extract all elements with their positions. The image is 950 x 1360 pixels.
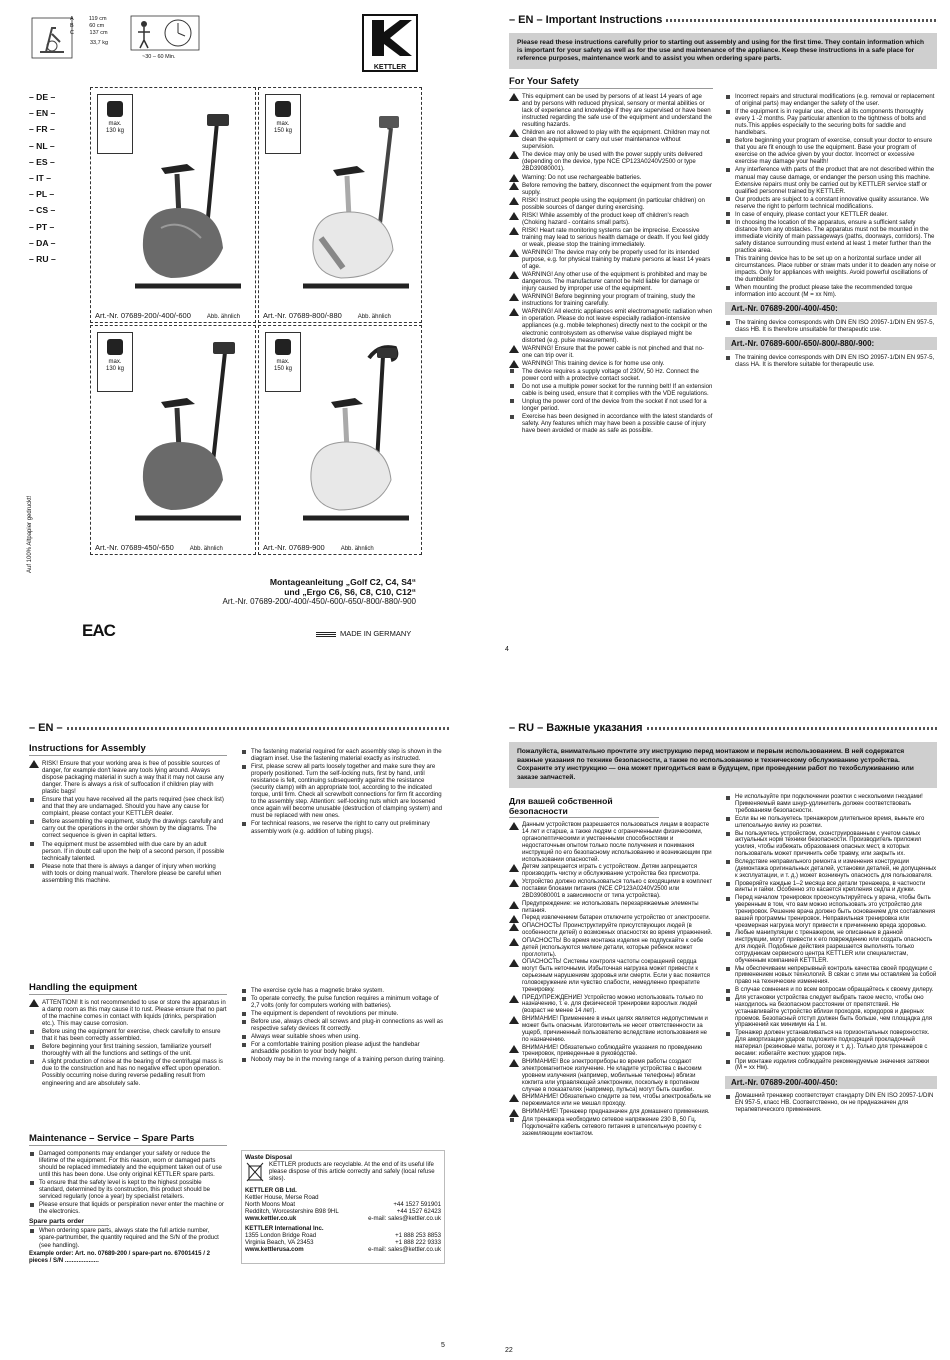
article-number: Art.-Nr. 07689-200/-400/-600 xyxy=(95,311,191,320)
dim-a-label: A xyxy=(70,16,74,22)
exercise-bike-image xyxy=(299,338,419,528)
dimension-diagram xyxy=(30,14,200,62)
bullet-item: For a comfortable training position please adjust the handlebar andsaddle position to your body height. xyxy=(241,1041,445,1055)
article-heading: Art.-Nr. 07689-200/-400/-450: xyxy=(725,302,937,315)
gb-website[interactable]: www.kettler.co.uk xyxy=(245,1215,297,1223)
assembly-time-icon xyxy=(130,14,200,54)
max-load-box: max. 150 kg xyxy=(265,94,301,154)
weight-value: 33,7 kg xyxy=(90,40,109,46)
bullet-item: Unplug the power cord of the device from the socket if not used for a longer period. xyxy=(509,398,713,412)
bullet-item: Please ensure that liquids or perspiration never enter the machine or the electronics. xyxy=(29,1201,227,1215)
intro-box: Please read these instructions carefully prior to starting out assembly and using for the first time. They contain information which is important for your safety as well as for the use and maintenance of the appliance. Keep these instructions in a safe place for reference purposes, maintenance work and to assist you when ordering spare parts. xyxy=(509,33,937,69)
assembly-time: ~30 – 60 Min. xyxy=(142,54,176,60)
bullet-item: The exercise cycle has a magnetic brake system. xyxy=(241,987,445,994)
bullet-item: First, please screw all parts loosely together and make sure they are properly positioned. Turn the self-locking nuts, first by hand, until resistance is felt, continuing subsequently against the resistance (security clamp) with an appropriate tool, according to the indicated torque, until firm. Check all screw/bolt connections for firm fit according to the assembly step. Attention: self-locking nuts which are loosened once again will become unusable (destruction of clamping system) and must be replaced with new ones. xyxy=(241,763,445,819)
us-phone: +1 888 253 8853 xyxy=(395,1232,441,1240)
class-note: The training device corresponds with DIN EN ISO 20957-1/DIN EN 957-5, class HA. It is therefore suitable for therapeutic use. xyxy=(725,354,937,368)
bike-dimension-icon xyxy=(30,14,74,62)
max-load-box: max. 130 kg xyxy=(97,332,133,392)
lang-en: – EN – xyxy=(29,108,56,119)
warning-item: ОПАСНОСТЬ! Проинструктируйте присутствующих людей (в особенности детей) о возможных опасностях во время упражнений. xyxy=(509,923,713,937)
gb-address-2: North Moons Moat xyxy=(245,1201,296,1209)
brand-name: KETTLER xyxy=(373,64,407,71)
bullet-item: If the equipment is in regular use, check all its components thoroughly every 1 -2 months. Pay particular attention to the tightness of bolts and nuts.This applies especially to the securing bolts for saddle and handlebars. xyxy=(725,108,937,136)
article-heading: Art.-Nr. 07689-600/-650/-800/-880/-900: xyxy=(725,337,937,350)
assembly-list-left xyxy=(29,760,227,982)
handling-list-left xyxy=(29,999,227,1125)
safety-list-right xyxy=(725,93,937,298)
article-heading: Art.-Nr. 07689-200/-400/-450: xyxy=(725,1076,937,1089)
waste-heading: Waste Disposal xyxy=(245,1154,292,1161)
page-number: 4 xyxy=(505,646,509,653)
page-4 xyxy=(505,14,937,664)
warning-item: WARNING! Ensure that the power cable is not pinched and that no-one can trip over it. xyxy=(509,345,713,359)
warning-item: Предупреждение: не использовать перезаряжаемые элементы питания. xyxy=(509,901,713,915)
bullet-item: The equipment must be assembled with due care by an adult person. If in doubt call upon the help of a second person, if possible technically talented. xyxy=(29,841,227,862)
max-load-box: max. 150 kg xyxy=(265,332,301,392)
us-company: KETTLER International Inc. xyxy=(245,1225,324,1233)
bullet-item: Any interference with parts of the product that are not described within the manual may cause damage, or endanger the person using this machine. Extensive repairs must only be carried out by KETTLER service staff or qualified personnel trained by KETTLER. xyxy=(725,166,937,194)
made-in-text: MADE IN GERMANY xyxy=(340,629,412,638)
gb-email-label: e-mail: xyxy=(368,1215,387,1223)
exercise-bike-image xyxy=(299,108,419,298)
page-title: – RU – Важные указания xyxy=(509,722,937,734)
warning-item: WARNING! This training device is for home use only. xyxy=(509,360,713,367)
warning-item: Children are not allowed to play with the equipment. Children may not clean the equipment or carry out user maintenance without supervision. xyxy=(509,129,713,150)
page-title: – EN – Important Instructions xyxy=(509,14,937,26)
exercise-bike-image xyxy=(131,338,251,528)
bullet-item: Ensure that you have received all the parts required (see check list) and that they are undamaged. Should you have any cause for complaint, please contact your KETTLER dealer. xyxy=(29,796,227,817)
safety-list-right xyxy=(725,794,937,1072)
bullet-item: This training device has to be set up on a horizontal surface under all circumstances. Place rubber or straw mats under it to deaden any noise or impacts. Only for appliances with weights. Avoid powerful oscillations of the dumbbells! xyxy=(725,255,937,283)
bullet-item: Damaged components may endanger your safety or reduce the lifetime of the equipment. For this reason, worn or damaged parts should be replaced immediately and the equipment taken out of use until this has been done. Use only original KETTLER spare parts. xyxy=(29,1150,227,1178)
warning-item: WARNING! The device may only be properly used for its intended purpose, e.g. for physical training by mature persons at least 14 years of age. xyxy=(509,249,713,270)
lang-es: – ES – xyxy=(29,156,55,167)
dim-b-label: B xyxy=(70,23,74,29)
section-heading: Maintenance – Service – Spare Parts xyxy=(29,1133,227,1146)
bullet-item: The equipment is dependent of revolutions per minute. xyxy=(241,1010,445,1017)
warning-item: WARNING! Any other use of the equipment is prohibited and may be dangerous. The manufacturer cannot be held liable for damage or injury caused by improper use of the equipment. xyxy=(509,271,713,292)
warning-item: ВНИМАНИЕ! Обязательно следите за тем, чтобы электрокабель не пережимался или не мешал проходу. xyxy=(509,1094,713,1108)
warning-item: RISK! Instruct people using the equipment (in particular children) on possible sources of danger during exercising. xyxy=(509,197,713,211)
lang-da: – DA – xyxy=(29,237,56,248)
section-heading: Для вашей собственной безопасности xyxy=(509,796,659,818)
bullet-item: Если вы не пользуетесь тренажером длительное время, выньте его штепсельную вилку из розетки. xyxy=(725,816,937,830)
dim-b-value: 60 cm xyxy=(89,23,105,29)
exercise-bike-image xyxy=(131,108,251,298)
product-panel xyxy=(258,87,422,323)
bullet-item: Our products are subject to a constant innovative quality assurance. We reserve the right to perform technical modifications. xyxy=(725,196,937,210)
warning-item: Before removing the battery, disconnect the equipment from the power supply. xyxy=(509,182,713,196)
bullet-item: Incorrect repairs and structural modifications (e.g. removal or replacement of original parts) may endanger the safety of the user. xyxy=(725,93,937,107)
gb-fax: +44 1527 62423 xyxy=(396,1208,441,1216)
illustration-note: Abb. ähnlich xyxy=(189,546,223,552)
class-note: Домашний тренажер соответствует стандарту DIN EN ISO 20957-1/DIN EN 957-5, класс HB. Соответственно, он не предназначен для терапевтического применения. xyxy=(725,1093,937,1114)
bullet-item: При монтаже изделия соблюдайте рекомендуемые значения затяжки (M = xx Нм). xyxy=(725,1059,937,1073)
assembly-title xyxy=(160,577,416,607)
eac-mark: EAC xyxy=(82,621,115,640)
section-heading: For Your Safety xyxy=(509,76,713,89)
bullet-item: A slight production of noise at the bearing of the centrifugal mass is due to the construction and has no negative effect upon operation. Possibly occurring noise during reverse pedalling result from engineering and are absolutely safe. xyxy=(29,1058,227,1086)
lang-ru: – RU – xyxy=(29,253,56,264)
bullet-item: Перед началом тренировок проконсультируйтесь у врача, чтобы быть уверенным в том, что вам можно использовать это устройство для тренировок. Решение врача должно быть основанием для составления вашей программы тренировок. Неправильная тренировка или чрезмерная нагрузка могут привести к причинению вреда здоровью. xyxy=(725,895,937,929)
example-order: Example order: Art. no. 07689-200 / spare-part no. 67001415 / 2 pieces / S/N .................... xyxy=(29,1249,210,1264)
spare-parts-heading: Spare parts order xyxy=(29,1218,109,1226)
bullet-item: The fastening material required for each assembly step is shown in the diagram inset. Use the fastening material exactly as instructed. xyxy=(241,748,445,762)
maintenance-list xyxy=(29,1150,227,1215)
spare-parts-text: When ordering spare parts, always state the full article number, spare-partnumber, the quantity required and the S/N of the product (see handling). xyxy=(29,1227,227,1248)
page-title: – EN – xyxy=(29,722,449,734)
kettler-logo xyxy=(362,14,418,72)
lang-pl: – PL – xyxy=(29,189,55,200)
waste-disposal-box xyxy=(241,1150,445,1264)
us-address-2: Virginia Beach, VA 23453 xyxy=(245,1239,314,1247)
product-panel xyxy=(90,87,256,323)
warning-item: Детям запрещается играть с устройством. Детям запрещается производить чистку и обслуживание устройства без присмотра. xyxy=(509,864,713,878)
lang-fr: – FR – xyxy=(29,124,55,135)
bullet-item: Before use, always check all screws and plug-in connections as well as respective safety devices fit correctly. xyxy=(241,1018,445,1032)
article-number: Art.-Nr. 07689-900 xyxy=(263,543,325,552)
us-address-1: 1355 London Bridge Road xyxy=(245,1232,317,1240)
us-fax: +1 888 222 9333 xyxy=(395,1239,441,1247)
weight-icon xyxy=(107,101,123,117)
us-website[interactable]: www.kettlerusa.com xyxy=(245,1246,304,1254)
product-panel xyxy=(258,325,422,555)
warning-item: ВНИМАНИЕ! Тренажер предназначен для домашнего применения. xyxy=(509,1109,713,1116)
page-5 xyxy=(29,722,449,1350)
gb-phone: +44 1527 591901 xyxy=(393,1201,441,1209)
cover-page xyxy=(0,0,475,680)
warning-item: ВНИМАНИЕ! Обязательно соблюдайте указания по проведению тренировок, приведенные в руководстве. xyxy=(509,1045,713,1059)
us-email-label: e-mail: xyxy=(368,1246,387,1254)
class-note: The training device corresponds with DIN EN ISO 20957-1/DIN EN 957-5, class HB. It is therefore unsuitable for therapeutic use. xyxy=(725,319,937,333)
bullet-item: Тренажер должен устанавливаться на горизонтальных поверхностях. Для амортизации ударов подложите подходящий прокладочный материал (резиновые маты, рогожу и т. д.). Только для тренажеров с весами: избегайте жестких ударов гирь. xyxy=(725,1030,937,1057)
bullet-item: In case of enquiry, please contact your KETTLER dealer. xyxy=(725,211,937,218)
bullet-item: When mounting the product please take the recommended torque information into account (M = xx Nm). xyxy=(725,284,937,298)
bullet-item: Мы обеспечиваем непрерывный контроль качества своей продукции с применением новых технологий. В связи с этим мы оставляем за собой право на технические изменения. xyxy=(725,966,937,987)
safety-list-left xyxy=(509,822,713,1138)
bullet-item: For technical reasons, we reserve the right to carry out preliminary assembly work (e.g. addition of tubing plugs). xyxy=(241,820,445,834)
illustration-note: Abb. ähnlich xyxy=(206,314,240,320)
bullet-item: To operate correctly, the pulse function requires a minimum voltage of 2,7 volts (only for computers working with batteries). xyxy=(241,995,445,1009)
made-in-icon xyxy=(316,631,336,637)
gb-company: KETTLER GB Ltd. xyxy=(245,1187,297,1194)
section-heading: Handling the equipment xyxy=(29,982,227,995)
dim-a-value: 119 cm xyxy=(88,16,107,22)
recycling-bin-icon xyxy=(245,1161,265,1183)
bullet-item: Не используйте при подключении розетки с несколькими гнездами! Применяемый вами шнур-удлинитель должен соответствовать требованиям безопасности. xyxy=(725,794,937,815)
article-number: Art.-Nr. 07689-450/-650 xyxy=(95,543,174,552)
warning-item: The device may only be used with the power supply units delivered (depending on the device, type NCE CP123A0240V2500 or type 2BD39080001). xyxy=(509,151,713,172)
warning-item: WARNING! Before beginning your program of training, study the instructions for training carefully. xyxy=(509,293,713,307)
language-list xyxy=(29,92,69,270)
page-number: 5 xyxy=(441,1342,445,1349)
recycled-paper-note: Auf 100% Altpapier gedruckt! xyxy=(27,495,33,573)
article-number: Art.-Nr. 07689-800/-880 xyxy=(263,311,342,320)
product-panel xyxy=(90,325,256,555)
gb-email[interactable]: sales@kettler.co.uk xyxy=(388,1215,441,1223)
bullet-item: Please note that there is always a danger of injury when working with tools or doing manual work. Therefore please be careful when assembling this machine. xyxy=(29,863,227,884)
lang-de: – DE – xyxy=(29,92,56,102)
bullet-item: Любые манипуляции с тренажером, не описанные в данной инструкции, могут привести к его повреждению или создать опасность для людей. Подобные действия разрешается выполнять только сотрудникам сервисного центра KETTLER или специалистам, обученным компанией KETTLER. xyxy=(725,930,937,964)
lang-cs: – CS – xyxy=(29,205,56,216)
bullet-item: Nobody may be in the moving range of a training person during training. xyxy=(241,1056,445,1063)
bullet-item: Do not use a multiple power socket for the running belt! If an extension cable is being used, ensure that it complies with the VDE regulations. xyxy=(509,383,713,397)
safety-list-left xyxy=(509,93,713,435)
gb-address-1: Kettler House, Merse Road xyxy=(245,1194,319,1202)
bullet-item: Для установки устройства следует выбрать такое место, чтобы оно находилось на безопасном расстоянии от препятствий. Не устанавливайте устройство вблизи проходов, коридоров и дверных проемов. Безопасный отступ должен быть больше, чем площадка для упражнений как минимум на 1 м. xyxy=(725,995,937,1029)
made-in-germany xyxy=(316,629,411,638)
bullet-item: The device requires a supply voltage of 230V, 50 Hz. Connect the power cord with a protective contact socket. xyxy=(509,368,713,382)
bullet-item: Для тренажера необходимо сетевое напряжение 230 В, 50 Гц. Подключайте кабель сетевого питания в штепсельную розетку с заземляющим контактом. xyxy=(509,1117,713,1138)
illustration-note: Abb. ähnlich xyxy=(357,314,391,320)
gb-address-3: Redditch, Worcestershire B98 9HL xyxy=(245,1208,339,1216)
warning-item: WARNING! All electric appliances emit electromagnetic radiation when in operation. Please do not leave especially radiation-intensive appliances (e.g. mobile telephones) directly next to the cockpit or the electronic controlsystem as otherwise value displayed might be distorted (e.g. pulse measurement). xyxy=(509,308,713,343)
intro-box: Пожалуйста, внимательно прочтите эту инструкцию перед монтажом и первым использованием. В ней содержатся важные указания по технике безопасности, а также по использованию и техническому обслуживанию устройства. Сохраните эту инструкцию — она может пригодиться вам в будущем, при проведении работ по техобслуживанию или заказе запчастей. xyxy=(509,742,937,788)
warning-item: ОПАСНОСТЬ! Системы контроля частоты сокращений сердца могут быть неточными. Избыточная нагрузка может привести к серьезным нарушениям здоровья или смерти. Если у вас появится головокружение или чувство слабости, немедленно прекратите тренировку. xyxy=(509,959,713,993)
bullet-item: В случае сомнения и по всем вопросам обращайтесь к своему дилеру. xyxy=(725,987,937,994)
warning-item: Перед извлечением батареи отключите устройство от электросети. xyxy=(509,915,713,922)
illustration-note: Abb. ähnlich xyxy=(340,546,374,552)
warning-item: Данным устройством разрешается пользоваться лицам в возрасте 14 лет и старше, а также людям с ограниченными физическими, органолептическими и умственными способностями и недостаточным опытом только после получения и понимания инструкций по его безопасному использованию и возникающим при использовании опасностей. xyxy=(509,822,713,863)
bullet-item: Before beginning your program of exercise, consult your doctor to ensure that you are fit enough to use the equipment. Base your program of exercise on the advice given by your doctor. Incorrect or excessive exercise may damage your health! xyxy=(725,137,937,165)
handling-list-right xyxy=(241,987,445,1125)
bullet-item: Проверяйте каждые 1–2 месяца все детали тренажера, в частности винты и гайки. Особенно это касается крепления седла и дужки. xyxy=(725,881,937,895)
warning-item: RISK! While assembly of the product keep off children's reach (Choking hazard - contains small parts). xyxy=(509,212,713,226)
bullet-item: Вследствие неправильного ремонта и изменения конструкции (демонтажа оригинальных деталей, установки деталей, не допущенных к эксплуатации, и т. д.) может возникнуть опасность для пользователя. xyxy=(725,859,937,880)
warning-item: ВНИМАНИЕ! Все электроприборы во время работы создают электромагнитное излучение. Не кладите устройства с высоким уровнем излучения (например, мобильные телефоны) вблизи кокпита или управляющей электроники, поскольку в противном случае в показателях (например, пульса) могут быть ошибки. xyxy=(509,1059,713,1093)
bullet-item: To ensure that the safety level is kept to the highest possible standard, determined by its construction, this product should be serviced regularly (once a year) by specialist retailers. xyxy=(29,1179,227,1200)
section-heading: Instructions for Assembly xyxy=(29,743,227,756)
warning-item: Устройство должно использоваться только с входящими в комплект поставки блоками питания (NCE CP123A0240V2500 или 2BD39080001 в зависимости от типа устройства). xyxy=(509,879,713,900)
dim-c-value: 137 cm xyxy=(89,30,108,36)
assembly-title-line2: und „Ergo C6, S6, C8, C10, C12“ xyxy=(284,587,416,597)
page-number: 22 xyxy=(505,1347,513,1354)
bullet-item: Always wear suitable shoes when using. xyxy=(241,1033,445,1040)
weight-icon xyxy=(107,339,123,355)
warning-item: Warning: Do not use rechargeable batteries. xyxy=(509,174,713,181)
weight-icon xyxy=(275,101,291,117)
warning-item: ПРЕДУПРЕЖДЕНИЕ! Устройство можно использовать только по назначению, т. е. для физической тренировки взрослых людей (возраст не менее 14 лет). xyxy=(509,995,713,1016)
assembly-list-right xyxy=(241,748,445,982)
warning-item: RISK! Heart rate monitoring systems can be imprecise. Excessive training may lead to serious health damage or death. If you feel giddy or weak, please stop the training immediately. xyxy=(509,227,713,248)
warning-item: ВНИМАНИЕ! Применение в иных целях является недопустимым и может быть опасным. Изготовитель не несет ответственности за ущерб, причиненный пользователю вследствие использования не по назначению. xyxy=(509,1016,713,1043)
lang-it: – IT – xyxy=(29,172,51,183)
bullet-item: Exercise has been designed in accordance with the latest standards of safety. Any features which may have been a possible cause of injury have been avoided or made as safe as possible. xyxy=(509,413,713,434)
us-email[interactable]: sales@kettler.co.uk xyxy=(388,1246,441,1254)
warning-item: ОПАСНОСТЬ! Во время монтажа изделия не подпускайте к себе детей (используются мелкие детали, которые ребенок может проглотить). xyxy=(509,938,713,959)
lang-pt: – PT – xyxy=(29,221,55,232)
dim-c-label: C xyxy=(70,30,74,36)
lang-nl: – NL – xyxy=(29,140,55,151)
assembly-article-list: Art.-Nr. 07689-200/-400/-450/-600/-650/-800/-880/-900 xyxy=(222,597,416,606)
page-22 xyxy=(505,722,937,1354)
warning-item: RISK! Ensure that your working area is free of possible sources of danger, for example don't leave any tools lying around. Always dispose packaging material in such a way that it may not cause any danger. There is always a risk of suffocation if children play with plastic bags! xyxy=(29,760,227,795)
bullet-item: In choosing the location of the apparatus, ensure a sufficient safety distance from any obstacles. The apparatus must not be mounted in the immediate vicinity of main passageways (paths, doorways, corridors). The safety distance surrounding must extend at least 1 meter further than the practice area. xyxy=(725,219,937,254)
warning-item: This equipment can be used by persons of at least 14 years of age and by persons with reduced physical, sensory or mental abilities or lack of experience and knowledge if they are supervised or have been instructed regarding the safe use of the equipment and understand the resulting hazards. xyxy=(509,93,713,128)
bullet-item: Before assembling the equipment, study the drawings carefully and carry out the operations in the order shown by the diagrams. The correct sequence is given in capital letters. xyxy=(29,818,227,839)
warning-item: ATTENTION! It is not recommended to use or store the apparatus in a damp room as this may cause it to rust. Please ensure that no part of the machine comes in contact with liquids (drinks, perspiration etc.). This may cause corrosion. xyxy=(29,999,227,1027)
bullet-item: Before beginning your first training session, familiarize yourself thoroughly with all the functions and settings of the unit. xyxy=(29,1043,227,1057)
assembly-title-line1: Montageanleitung „Golf C2, C4, S4“ xyxy=(269,577,416,587)
weight-icon xyxy=(275,339,291,355)
max-load-box: max. 130 kg xyxy=(97,94,133,154)
bullet-item: Before using the equipment for exercise, check carefully to ensure that it has been correctly assembled. xyxy=(29,1028,227,1042)
waste-text: KETTLER products are recyclable. At the end of its useful life please dispose of this article correctly and safely (local refuse sites). xyxy=(269,1161,435,1183)
bullet-item: Вы пользуетесь устройством, сконструированным с учетом самых актуальных норм техники безопасности. Производитель приложил усилия, чтобы избежать образования опасных мест, в которых пользователь может причинить себе травму, или закрыть их. xyxy=(725,831,937,858)
